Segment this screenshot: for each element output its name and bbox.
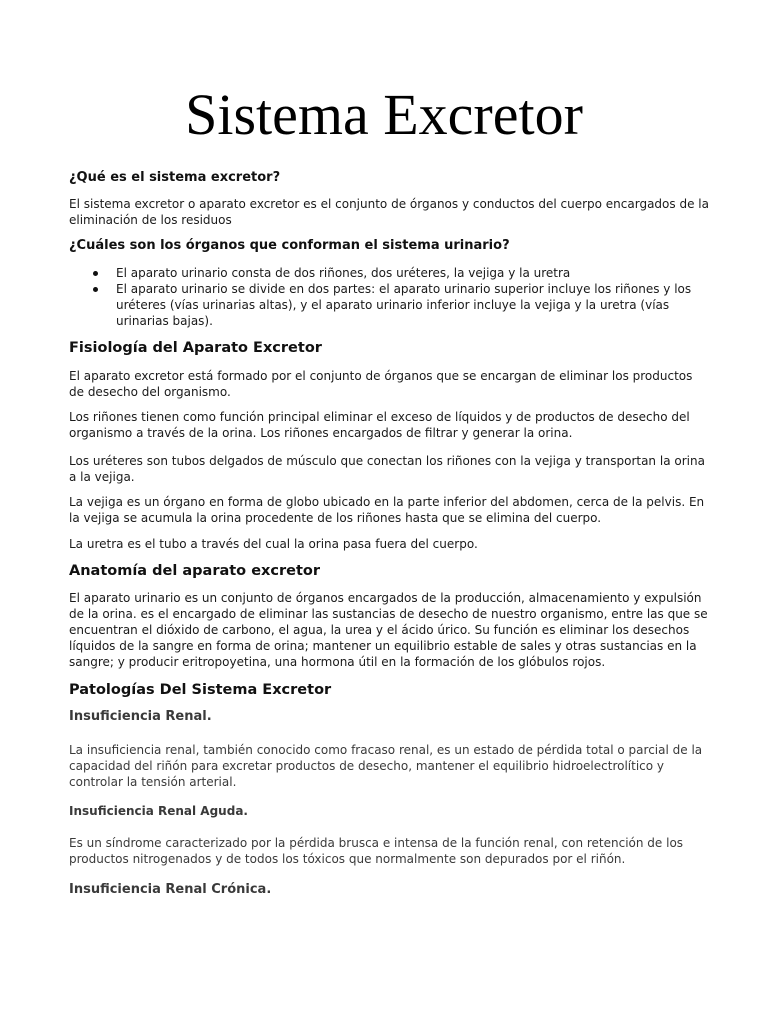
paragraph-anatomia: El aparato urinario es un conjunto de órganos encargados de la producción, almacenamiento y expulsión de la orina. es el encargado de eliminar las sustancias de desecho de nuestro organismo, entre las que se encuentran el dióxido de carbono, el agua, la urea y el ácido úrico. Su función es eliminar los desechos líquidos de la sangre en forma de orina; mantener un equilibrio estable de sales y otras sustancias en la sangre; y producir eritropoyetina, una hormona útil en la formación de los glóbulos rojos. — [69, 591, 708, 669]
question-what-is: ¿Qué es el sistema excretor? — [69, 170, 281, 185]
heading-patologias: Patologías Del Sistema Excretor — [69, 682, 332, 698]
paragraph-insuficiencia-renal: La insuficiencia renal, también conocido como fracaso renal, es un estado de pérdida total o parcial de la capacidad del riñón para excretar productos de desecho, mantener el equilibrio hidroelectrolítico y controlar la tensión arterial. — [69, 743, 703, 789]
question-organs: ¿Cuáles son los órganos que conforman el sistema urinario? — [69, 238, 510, 253]
heading-anatomia: Anatomía del aparato excretor — [69, 563, 321, 579]
list-item-text: El aparato urinario consta de dos riñones, dos uréteres, la vejiga y la uretra — [116, 266, 571, 280]
organs-list — [69, 265, 709, 329]
heading-insuficiencia-renal-cronica: Insuficiencia Renal Crónica. — [69, 882, 272, 897]
list-item — [69, 281, 709, 329]
bullet-icon — [93, 287, 98, 292]
paragraph-fisiologia-2: Los riñones tienen como función principal eliminar el exceso de líquidos y de productos de desecho del organismo a través de la orina. Los riñones encargados de filtrar y generar la orina. — [69, 410, 690, 440]
paragraph-fisiologia-1: El aparato excretor está formado por el conjunto de órganos que se encargan de eliminar los productos de desecho del organismo. — [69, 369, 693, 399]
paragraph-insuficiencia-renal-aguda: Es un síndrome caracterizado por la pérdida brusca e intensa de la función renal, con retención de los productos nitrogenados y de todos los tóxicos que normalmente son depurados por el riñón. — [69, 836, 684, 866]
paragraph-fisiologia-5: La uretra es el tubo a través del cual la orina pasa fuera del cuerpo. — [69, 537, 478, 551]
heading-insuficiencia-renal-aguda: Insuficiencia Renal Aguda. — [69, 804, 248, 818]
paragraph-definition: El sistema excretor o aparato excretor es el conjunto de órganos y conductos del cuerpo encargados de la eliminación de los residuos — [69, 197, 709, 227]
heading-fisiologia: Fisiología del Aparato Excretor — [69, 340, 322, 356]
bullet-icon — [93, 271, 98, 276]
list-item-text: El aparato urinario se divide en dos partes: el aparato urinario superior incluye los riñones y los uréteres (vías urinarias altas), y el aparato urinario inferior incluye la vejiga y la uretra (vías urinarias bajas). — [116, 282, 692, 328]
paragraph-fisiologia-3: Los uréteres son tubos delgados de músculo que conectan los riñones con la vejiga y transportan la orina a la vejiga. — [69, 454, 705, 484]
heading-insuficiencia-renal: Insuficiencia Renal. — [69, 709, 212, 724]
list-item — [69, 265, 709, 281]
paragraph-fisiologia-4: La vejiga es un órgano en forma de globo ubicado en la parte inferior del abdomen, cerca de la pelvis. En la vejiga se acumula la orina procedente de los riñones hasta que se elimina del cuerpo. — [69, 495, 705, 525]
document-title: Sistema Excretor — [185, 82, 583, 147]
